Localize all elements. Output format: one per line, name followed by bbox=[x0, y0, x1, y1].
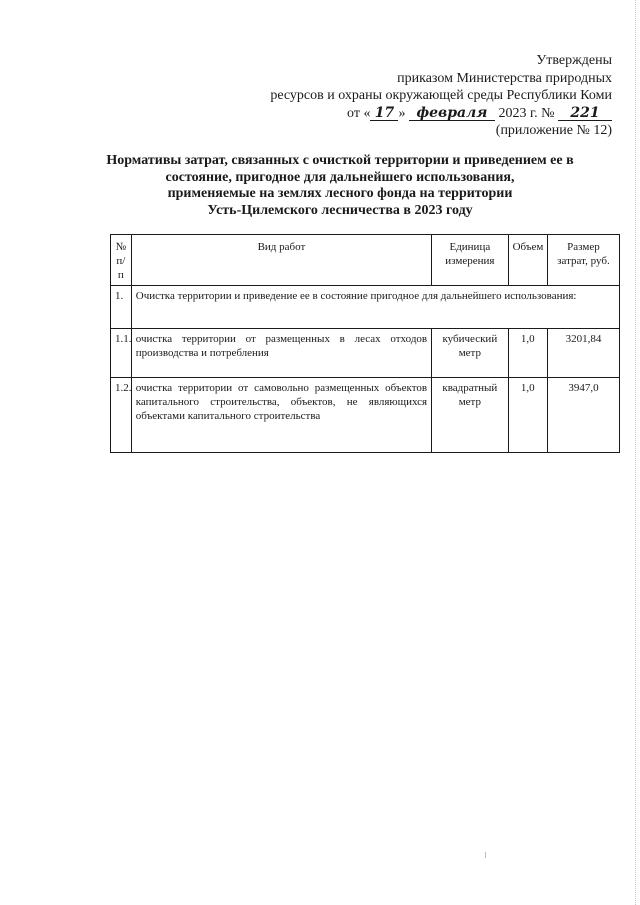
section-num: 1. bbox=[111, 286, 132, 329]
appendix-label: (приложение № 12) bbox=[495, 123, 612, 138]
table-row bbox=[111, 378, 620, 453]
norms-table bbox=[110, 234, 620, 453]
approval-block bbox=[270, 52, 612, 140]
title-line-2: состояние, пригодное для дальнейшего использования, bbox=[165, 169, 515, 185]
row-num: 1.1. bbox=[111, 329, 132, 378]
row-cost: 3947,0 bbox=[547, 378, 619, 453]
header-volume: Объем bbox=[508, 235, 547, 286]
order-number: 221 bbox=[558, 106, 612, 121]
document-title bbox=[60, 153, 620, 219]
approval-date-line bbox=[270, 105, 612, 123]
header-unit: Единица измерения bbox=[432, 235, 508, 286]
row-volume: 1,0 bbox=[508, 329, 547, 378]
row-num: 1.2. bbox=[111, 378, 132, 453]
scan-speck bbox=[485, 852, 486, 858]
table-row-section bbox=[111, 286, 620, 329]
date-mid: » bbox=[398, 105, 406, 121]
scan-edge bbox=[633, 0, 636, 905]
row-cost: 3201,84 bbox=[547, 329, 619, 378]
title-line-3: применяемые на землях лесного фонда на территории bbox=[167, 186, 513, 201]
table-row bbox=[111, 329, 620, 378]
date-prefix: от « bbox=[347, 105, 371, 121]
section-text: Очистка территории и приведение ее в состояние пригодное для дальнейшего использования: bbox=[131, 286, 619, 329]
date-month: февраля bbox=[409, 106, 495, 121]
row-volume: 1,0 bbox=[508, 378, 547, 453]
row-work: очистка территории от размещенных в лесах отходов производства и потребления bbox=[131, 329, 431, 378]
date-day: 17 bbox=[370, 106, 398, 121]
title-line-4: Усть-Цилемского лесничества в 2023 году bbox=[207, 202, 473, 218]
approval-line-1: Утверждены bbox=[536, 53, 612, 68]
header-work: Вид работ bbox=[131, 235, 431, 286]
approval-line-3: ресурсов и охраны окружающей среды Республики Коми bbox=[270, 88, 612, 103]
row-work: очистка территории от самовольно размещенных объектов капитального строительства, объектов, не являющихся объектами капитального строительства bbox=[131, 378, 431, 453]
row-unit: кубический метр bbox=[432, 329, 508, 378]
title-line-1: Нормативы затрат, связанных с очисткой территории и приведением ее в bbox=[106, 153, 574, 168]
date-year: 2023 г. № bbox=[498, 105, 555, 121]
approval-line-2: приказом Министерства природных bbox=[397, 70, 612, 86]
header-num: № п/п bbox=[111, 235, 132, 286]
row-unit: квадратный метр bbox=[432, 378, 508, 453]
table-header-row bbox=[111, 235, 620, 286]
header-cost: Размер затрат, руб. bbox=[547, 235, 619, 286]
